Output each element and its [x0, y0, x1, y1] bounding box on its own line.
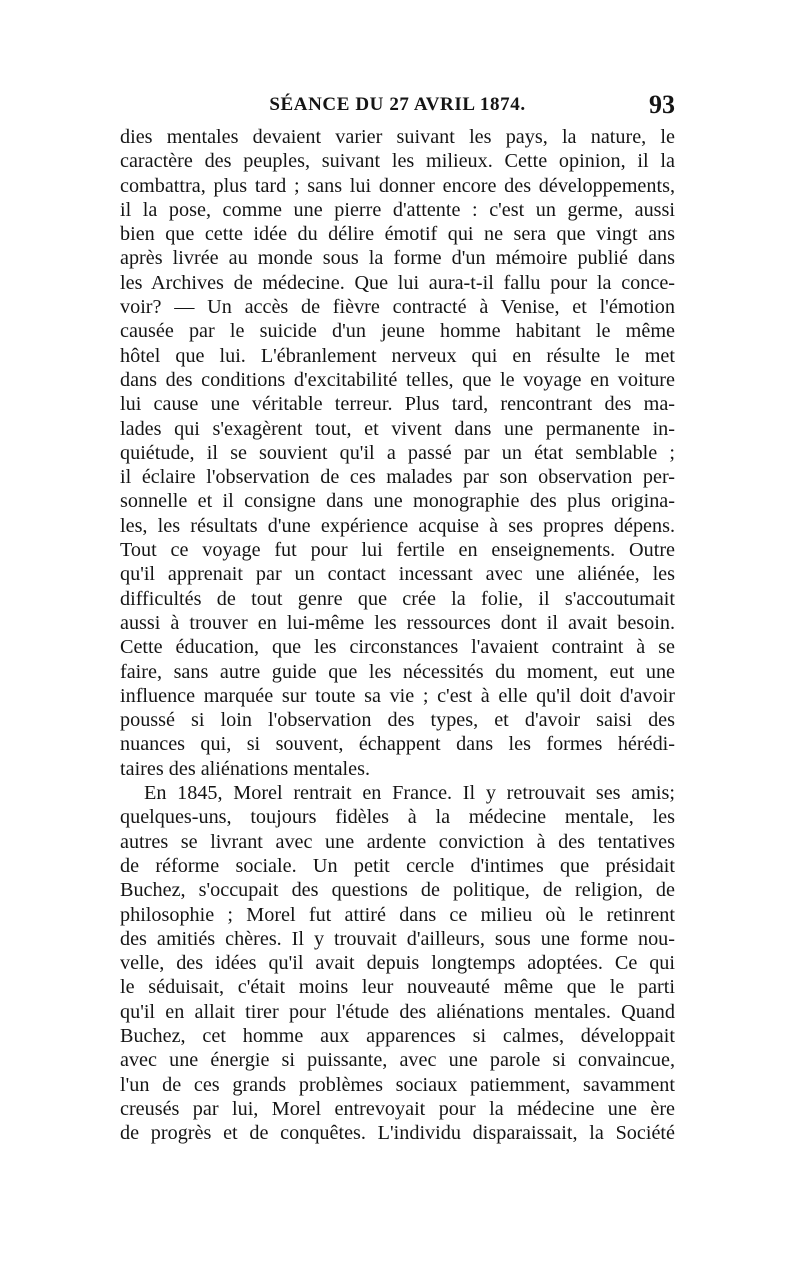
- text-line: Buchez, s'occupait des questions de politique, de religion, de: [120, 879, 675, 902]
- text-line: philosophie ; Morel fut attiré dans ce milieu où le retinrent: [120, 903, 675, 926]
- text-line: qu'il apprenait par un contact incessant avec une aliénée, les: [120, 563, 675, 586]
- text-line: Tout ce voyage fut pour lui fertile en enseignements. Outre: [120, 539, 675, 562]
- text-line: il éclaire l'observation de ces malades par son observation per-: [120, 466, 675, 489]
- text-line: caractère des peuples, suivant les milieux. Cette opinion, il la: [120, 150, 675, 173]
- text-line: faire, sans autre guide que les nécessités du moment, eut une: [120, 660, 675, 683]
- text-line: influence marquée sur toute sa vie ; c'est à elle qu'il doit d'avoir: [120, 684, 675, 707]
- text-line: velle, des idées qu'il avait depuis longtemps adoptées. Ce qui: [120, 952, 675, 975]
- text-line: après livrée au monde sous la forme d'un mémoire publié dans: [120, 247, 675, 270]
- text-line: avec une énergie si puissante, avec une parole si convaincue,: [120, 1049, 675, 1072]
- text-line: de réforme sociale. Un petit cercle d'intimes que présidait: [120, 854, 675, 877]
- text-line: lades qui s'exagèrent tout, et vivent dans une permanente in-: [120, 417, 675, 440]
- text-line: voir? — Un accès de fièvre contracté à Venise, et l'émotion: [120, 296, 675, 319]
- text-line: aussi à trouver en lui-même les ressources dont il avait besoin.: [120, 611, 675, 634]
- text-line: des amitiés chères. Il y trouvait d'ailleurs, sous une forme nou-: [120, 927, 675, 950]
- text-line: poussé si loin l'observation des types, et d'avoir saisi des: [120, 709, 675, 732]
- text-line: lui cause une véritable terreur. Plus tard, rencontrant des ma-: [120, 393, 675, 416]
- text-line: creusés par lui, Morel entrevoyait pour la médecine une ère: [120, 1097, 675, 1120]
- body-text: [120, 125, 675, 1145]
- text-line: hôtel que lui. L'ébranlement nerveux qui en résulte le met: [120, 344, 675, 367]
- text-line: bien que cette idée du délire émotif qui ne sera que vingt ans: [120, 223, 675, 246]
- text-line: difficultés de tout genre que crée la folie, il s'accoutumait: [120, 587, 675, 610]
- paragraph-end-line: taires des aliénations mentales.: [120, 757, 371, 780]
- text-line: il la pose, comme une pierre d'attente : c'est un germe, aussi: [120, 198, 675, 221]
- text-line: combattra, plus tard ; sans lui donner encore des développements,: [120, 174, 675, 197]
- running-title: SÉANCE DU 27 AVRIL 1874.: [269, 94, 526, 115]
- page-number: 93: [649, 90, 675, 119]
- text-line: dies mentales devaient varier suivant les pays, la nature, le: [120, 126, 675, 148]
- text-line: Cette éducation, que les circonstances l'avaient contraint à se: [120, 636, 675, 659]
- text-line: quelques-uns, toujours fidèles à la médecine mentale, les: [120, 806, 675, 829]
- text-line: les, les résultats d'une expérience acquise à ses propres dépens.: [120, 514, 675, 537]
- text-line: autres se livrant avec une ardente conviction à des tentatives: [120, 830, 675, 853]
- text-line: causée par le suicide d'un jeune homme habitant le même: [120, 320, 675, 343]
- text-line: l'un de ces grands problèmes sociaux patiemment, savamment: [120, 1073, 675, 1096]
- running-header: [120, 90, 675, 122]
- text-line: nuances qui, si souvent, échappent dans les formes hérédi-: [120, 733, 675, 756]
- text-line: qu'il en allait tirer pour l'étude des aliénations mentales. Quand: [120, 1000, 675, 1023]
- text-line: quiétude, il se souvient qu'il a passé par un état semblable ;: [120, 441, 675, 464]
- paragraph-start-line: En 1845, Morel rentrait en France. Il y retrouvait ses amis;: [144, 782, 675, 805]
- text-line: sonnelle et il consigne dans une monographie des plus origina-: [120, 490, 675, 513]
- text-line: Buchez, cet homme aux apparences si calmes, développait: [120, 1024, 675, 1047]
- text-line: le séduisait, c'était moins leur nouveauté même que le parti: [120, 976, 675, 999]
- text-line: de progrès et de conquêtes. L'individu disparaissait, la Société: [120, 1122, 675, 1145]
- text-line: dans des conditions d'excitabilité telles, que le voyage en voiture: [120, 368, 675, 391]
- text-line: les Archives de médecine. Que lui aura-t-il fallu pour la conce-: [120, 271, 675, 294]
